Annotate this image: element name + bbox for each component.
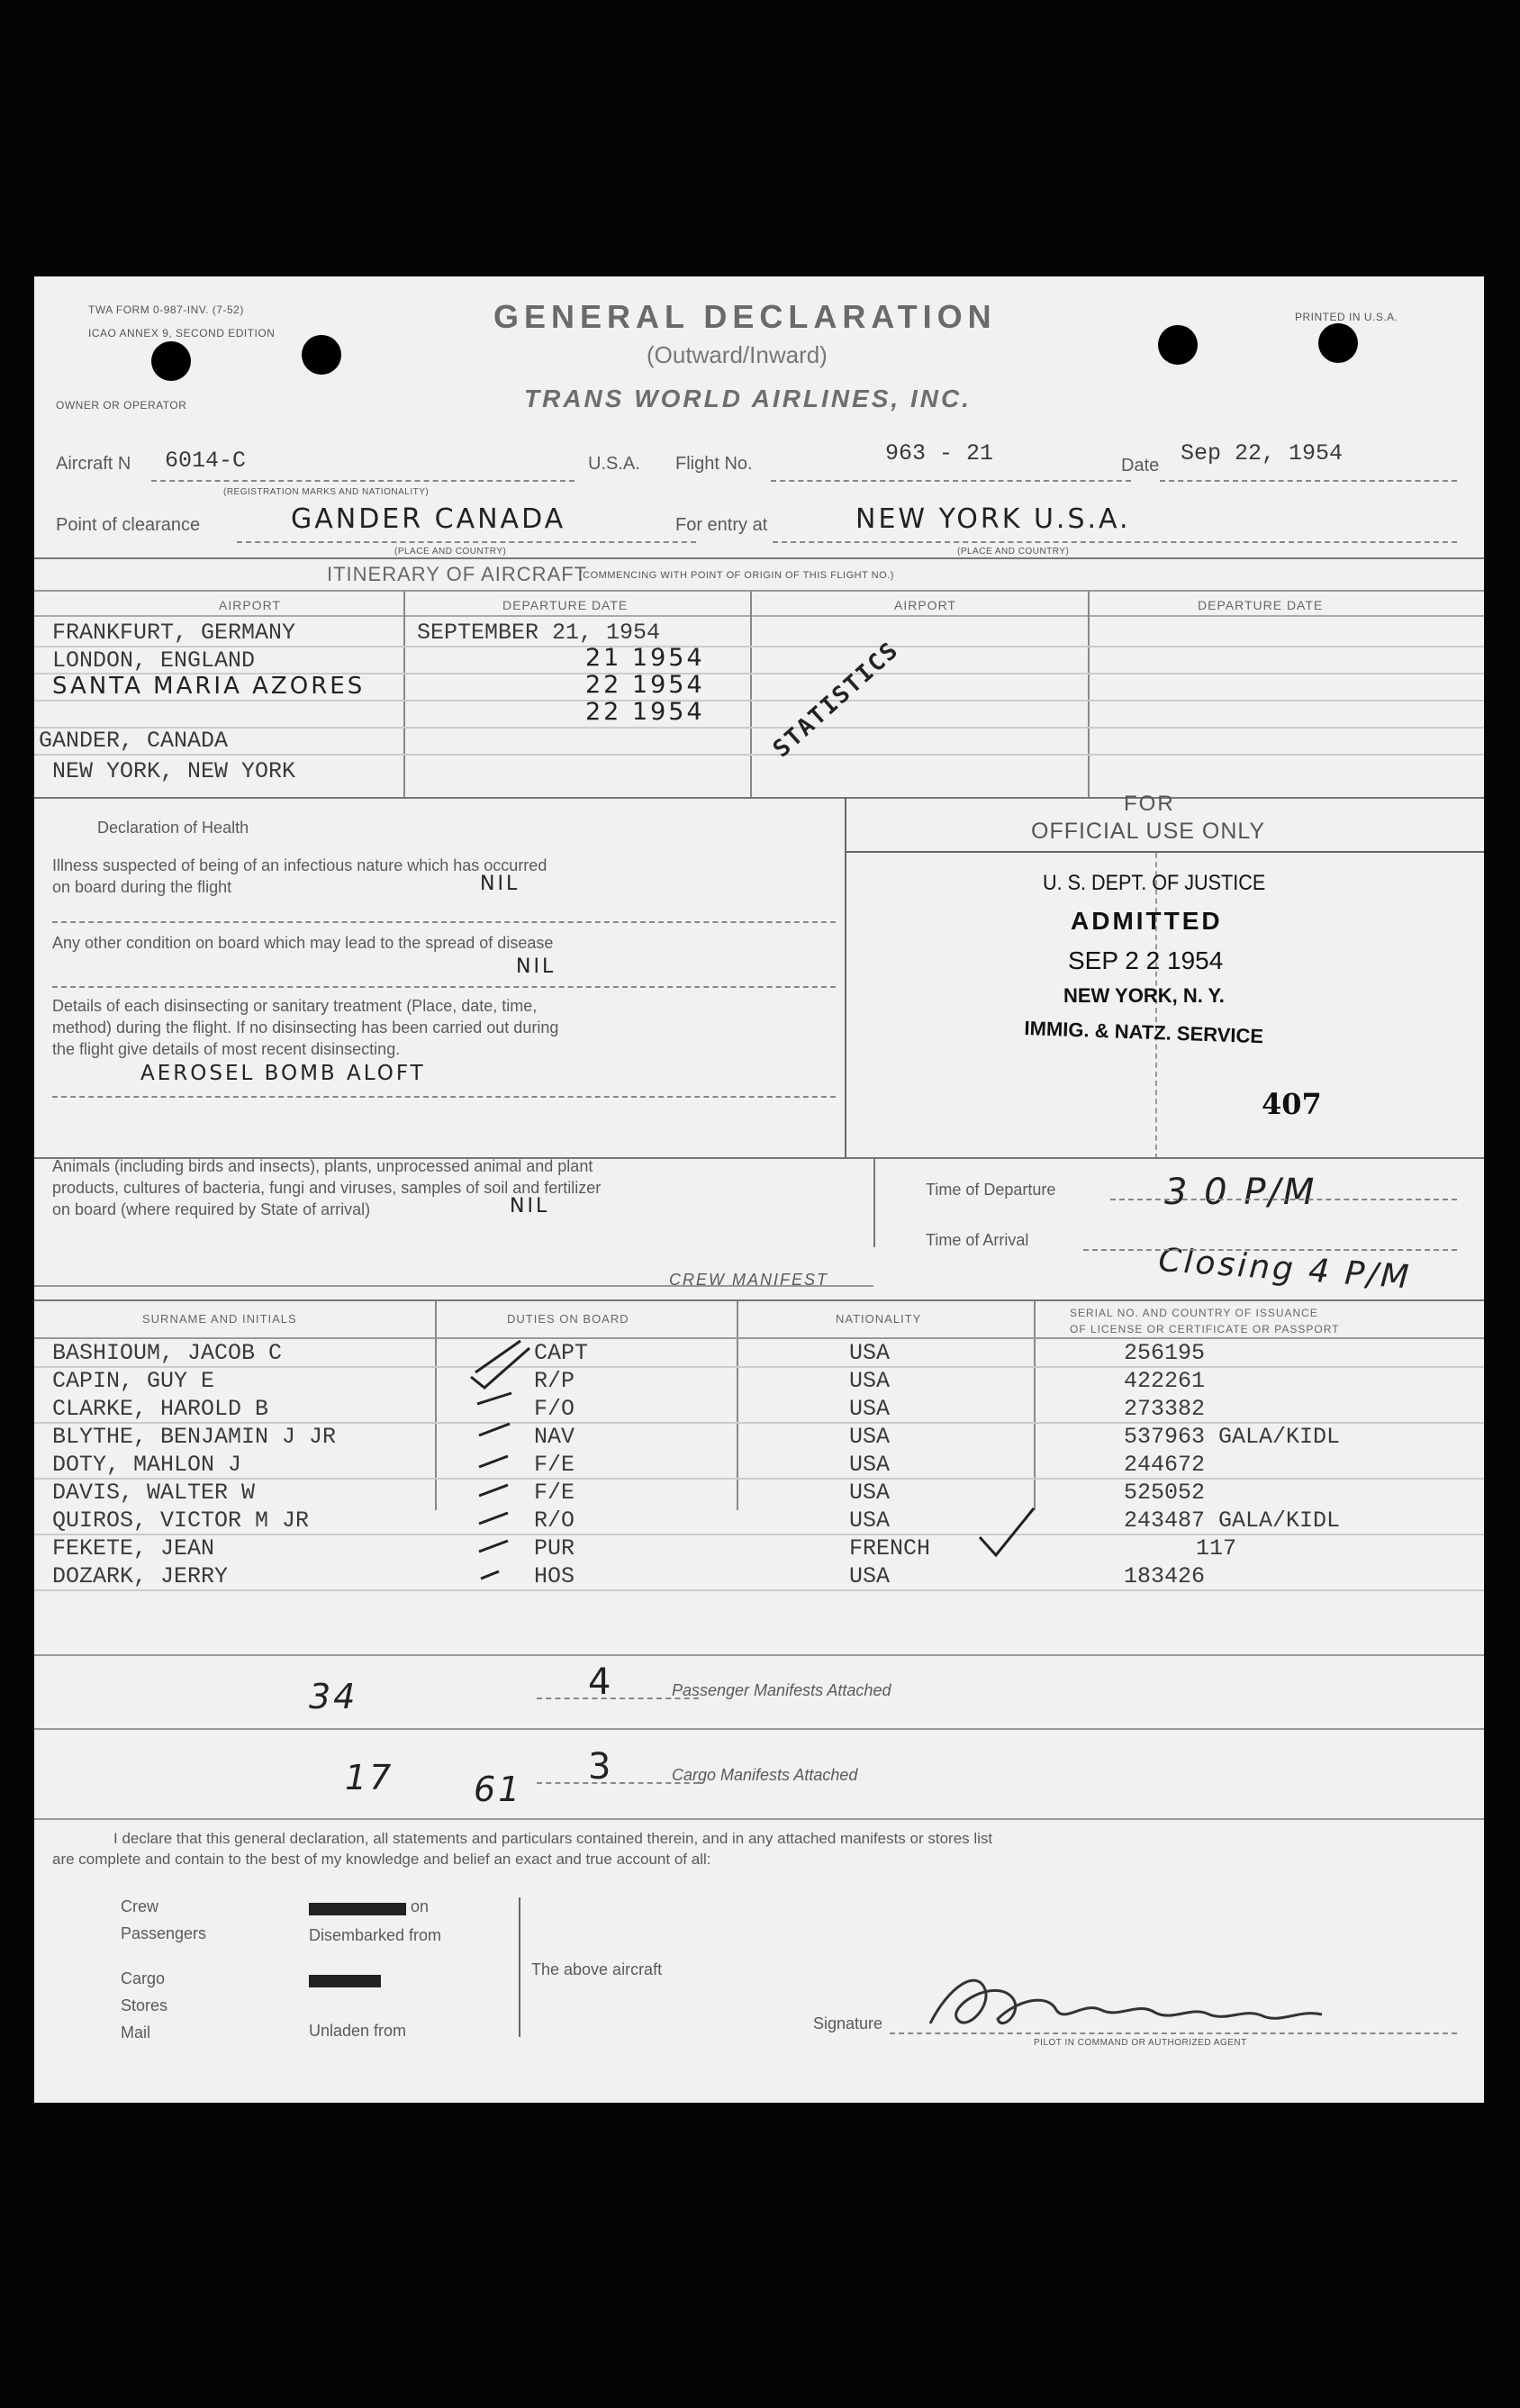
crew-serial-9: 183426 <box>1124 1563 1206 1589</box>
cargo-manifest-label: Cargo Manifests Attached <box>672 1766 858 1784</box>
crew-nat-3: USA <box>849 1396 891 1422</box>
crew-duty-8: PUR <box>534 1535 575 1562</box>
declaration-line-2: are complete and contain to the best of my knowledge and belief an exact and true account of all: <box>52 1851 711 1868</box>
crew-serial-1: 256195 <box>1124 1340 1206 1366</box>
crew-name-8: FEKETE, JEAN <box>52 1535 215 1562</box>
form-number: TWA FORM 0-987-INV. (7-52) <box>88 303 244 316</box>
crew-duty-6: F/E <box>534 1480 575 1506</box>
arrival-time-value: Closing 4 P/M <box>1157 1242 1413 1297</box>
itinerary-title: ITINERARY OF AIRCRAFT <box>327 563 588 585</box>
crew-title: CREW MANIFEST <box>669 1271 828 1289</box>
other-condition-question: Any other condition on board which may lead to the spread of disease <box>52 934 554 952</box>
cargo-word: Cargo <box>121 1969 166 1987</box>
col-departure-date-2: DEPARTURE DATE <box>1198 598 1324 612</box>
crew-nat-4: USA <box>849 1424 891 1450</box>
owner-label: OWNER OR OPERATOR <box>56 399 187 412</box>
mail-word: Mail <box>121 2023 151 2041</box>
itinerary-date-2: 21 1954 <box>585 644 705 672</box>
note-17: 17 <box>345 1758 394 1797</box>
crew-serial-6: 525052 <box>1124 1480 1206 1506</box>
crew-nat-1: USA <box>849 1340 891 1366</box>
illness-question-2: on board during the flight <box>52 878 232 896</box>
cargo-manifest-count: 3 <box>588 1746 614 1788</box>
crew-name-7: QUIROS, VICTOR M JR <box>52 1507 310 1534</box>
official-use-only: OFFICIAL USE ONLY <box>1031 819 1266 844</box>
crew-serial-4: 537963 GALA/KIDL <box>1124 1424 1341 1450</box>
disinsecting-question-1: Details of each disinsecting or sanitary treatment (Place, date, time, <box>52 997 538 1015</box>
passenger-manifest-count: 4 <box>588 1661 614 1703</box>
official-number: 407 <box>1262 1087 1322 1121</box>
crew-name-3: CLARKE, HAROLD B <box>52 1396 269 1422</box>
animals-answer: NIL <box>510 1195 550 1218</box>
crew-serial-8: 117 <box>1196 1535 1237 1562</box>
animals-line-1: Animals (including birds and insects), plants, unprocessed animal and plant <box>52 1157 593 1175</box>
crew-nat-5: USA <box>849 1452 891 1478</box>
signature-mark <box>912 1969 1416 2041</box>
crew-duty-5: F/E <box>534 1452 575 1478</box>
itinerary-date-3: 22 1954 <box>585 671 705 699</box>
crew-duty-3: F/O <box>534 1396 575 1422</box>
form-subtitle: (Outward/Inward) <box>647 341 828 368</box>
itinerary-note: (COMMENCING WITH POINT OF ORIGIN OF THIS FLIGHT NO.) <box>579 570 894 581</box>
crew-name-5: DOTY, MAHLON J <box>52 1452 242 1478</box>
flight-no-value: 963 - 21 <box>885 440 994 466</box>
arrival-time-label: Time of Arrival <box>926 1231 1029 1249</box>
col-serial-1: SERIAL NO. AND COUNTRY OF ISSUANCE <box>1070 1307 1318 1319</box>
stamp-admitted: ADMITTED <box>1071 907 1223 935</box>
disinsecting-question-2: method) during the flight. If no disinsecting has been carried out during <box>52 1018 559 1037</box>
disinsecting-answer: AEROSEL BOMB ALOFT <box>140 1062 426 1085</box>
crew-serial-2: 422261 <box>1124 1368 1206 1394</box>
stamp-date: SEP 2 2 1954 <box>1068 946 1224 974</box>
icao-note: ICAO ANNEX 9, SECOND EDITION <box>88 327 276 339</box>
crew-nat-8: FRENCH <box>849 1535 931 1562</box>
declaration-form <box>34 276 1484 2103</box>
signature-label: Signature <box>813 2014 883 2032</box>
crew-serial-3: 273382 <box>1124 1396 1206 1422</box>
disembarked-word: Disembarked from <box>309 1926 442 1944</box>
crew-name-1: BASHIOUM, JACOB C <box>52 1340 283 1366</box>
place-caption-1: (PLACE AND COUNTRY) <box>394 547 507 557</box>
crew-nat-6: USA <box>849 1480 891 1506</box>
form-title: GENERAL DECLARATION <box>493 298 997 335</box>
date-value: Sep 22, 1954 <box>1181 440 1344 466</box>
crew-serial-5: 244672 <box>1124 1452 1206 1478</box>
departure-time-label: Time of Departure <box>926 1181 1056 1199</box>
aircraft-value: 6014-C <box>165 448 247 474</box>
crew-word: Crew <box>121 1897 159 1915</box>
official-for: FOR <box>1124 792 1175 816</box>
crew-duty-7: R/O <box>534 1507 575 1534</box>
itinerary-airport-3: SANTA MARIA AZORES <box>52 673 366 700</box>
printed-note: PRINTED IN U.S.A. <box>1295 311 1398 323</box>
crew-name-9: DOZARK, JERRY <box>52 1563 229 1589</box>
signature-caption: PILOT IN COMMAND OR AUTHORIZED AGENT <box>1034 2038 1247 2048</box>
punch-hole-1 <box>151 341 191 381</box>
crew-nat-9: USA <box>849 1563 891 1589</box>
crew-duty-1: CAPT <box>534 1340 589 1366</box>
col-serial-2: OF LICENSE OR CERTIFICATE OR PASSPORT <box>1070 1323 1340 1335</box>
animals-line-3: on board (where required by State of arrival) <box>52 1200 371 1218</box>
col-departure-date: DEPARTURE DATE <box>502 598 629 612</box>
unladen-word: Unladen from <box>309 2022 407 2040</box>
itinerary-airport-5: GANDER, CANADA <box>39 728 229 754</box>
itinerary-date-1: SEPTEMBER 21, 1954 <box>417 620 661 646</box>
passenger-manifest-label: Passenger Manifests Attached <box>672 1681 891 1699</box>
crew-nat-7: USA <box>849 1507 891 1534</box>
health-title: Declaration of Health <box>97 819 249 837</box>
entry-value: NEW YORK U.S.A. <box>855 503 1131 535</box>
crew-duty-4: NAV <box>534 1424 575 1450</box>
punch-hole-3 <box>1158 325 1198 365</box>
entry-label: For entry at <box>675 515 768 535</box>
on-word: on <box>411 1897 430 1915</box>
itinerary-airport-1: FRANKFURT, GERMANY <box>52 620 296 646</box>
crew-duty-9: HOS <box>534 1563 575 1589</box>
redaction-2 <box>309 1975 381 1987</box>
crew-name-2: CAPIN, GUY E <box>52 1368 215 1394</box>
aircraft-label: Aircraft N <box>56 454 131 474</box>
date-label: Date <box>1121 456 1160 475</box>
itinerary-date-4: 22 1954 <box>585 698 705 726</box>
crew-serial-7: 243487 GALA/KIDL <box>1124 1507 1341 1534</box>
punch-hole-2 <box>302 335 341 375</box>
above-aircraft: The above aircraft <box>531 1960 663 1978</box>
punch-hole-4 <box>1318 323 1358 363</box>
place-caption-2: (PLACE AND COUNTRY) <box>957 547 1070 557</box>
col-nationality: NATIONALITY <box>836 1312 922 1326</box>
illness-answer: NIL <box>480 873 520 895</box>
note-34: 34 <box>309 1677 358 1716</box>
stamp-service: IMMIG. & NATZ. SERVICE <box>1024 1017 1264 1048</box>
col-duties: DUTIES ON BOARD <box>507 1312 629 1326</box>
departure-time-value: 3 0 P/M <box>1164 1172 1317 1213</box>
redaction-1 <box>309 1903 406 1915</box>
crew-name-4: BLYTHE, BENJAMIN J JR <box>52 1424 337 1450</box>
clearance-value: GANDER CANADA <box>291 503 566 535</box>
flight-no-label: Flight No. <box>675 454 753 474</box>
statistics-stamp: STATISTICS <box>768 636 905 764</box>
stores-word: Stores <box>121 1996 168 2014</box>
stamp-dept: U. S. DEPT. OF JUSTICE <box>1043 871 1266 895</box>
crew-nat-2: USA <box>849 1368 891 1394</box>
note-61: 61 <box>474 1770 523 1809</box>
crew-check-marks <box>457 1323 565 1593</box>
animals-line-2: products, cultures of bacteria, fungi and viruses, samples of soil and fertilizer <box>52 1179 602 1197</box>
declaration-line-1: I declare that this general declaration, all statements and particulars contained therein, and in any attached manifests or stores list <box>113 1830 993 1847</box>
french-check-mark <box>971 1501 1052 1564</box>
registration-caption: (REGISTRATION MARKS AND NATIONALITY) <box>223 487 430 497</box>
disinsecting-question-3: the flight give details of most recent disinsecting. <box>52 1040 401 1058</box>
operator-name: TRANS WORLD AIRLINES, INC. <box>524 385 972 412</box>
clearance-label: Point of clearance <box>56 515 201 535</box>
stamp-city: NEW YORK, N. Y. <box>1063 984 1225 1007</box>
itinerary-airport-2: LONDON, ENGLAND <box>52 647 256 674</box>
crew-duty-2: R/P <box>534 1368 575 1394</box>
nationality-value: U.S.A. <box>588 454 640 474</box>
col-airport-2: AIRPORT <box>894 598 956 612</box>
col-surname: SURNAME AND INITIALS <box>142 1312 297 1326</box>
crew-name-6: DAVIS, WALTER W <box>52 1480 256 1506</box>
itinerary-airport-6: NEW YORK, NEW YORK <box>52 758 296 784</box>
illness-question-1: Illness suspected of being of an infectious nature which has occurred <box>52 856 547 874</box>
col-airport: AIRPORT <box>219 598 281 612</box>
other-condition-answer: NIL <box>516 955 556 978</box>
passengers-word: Passengers <box>121 1924 207 1942</box>
